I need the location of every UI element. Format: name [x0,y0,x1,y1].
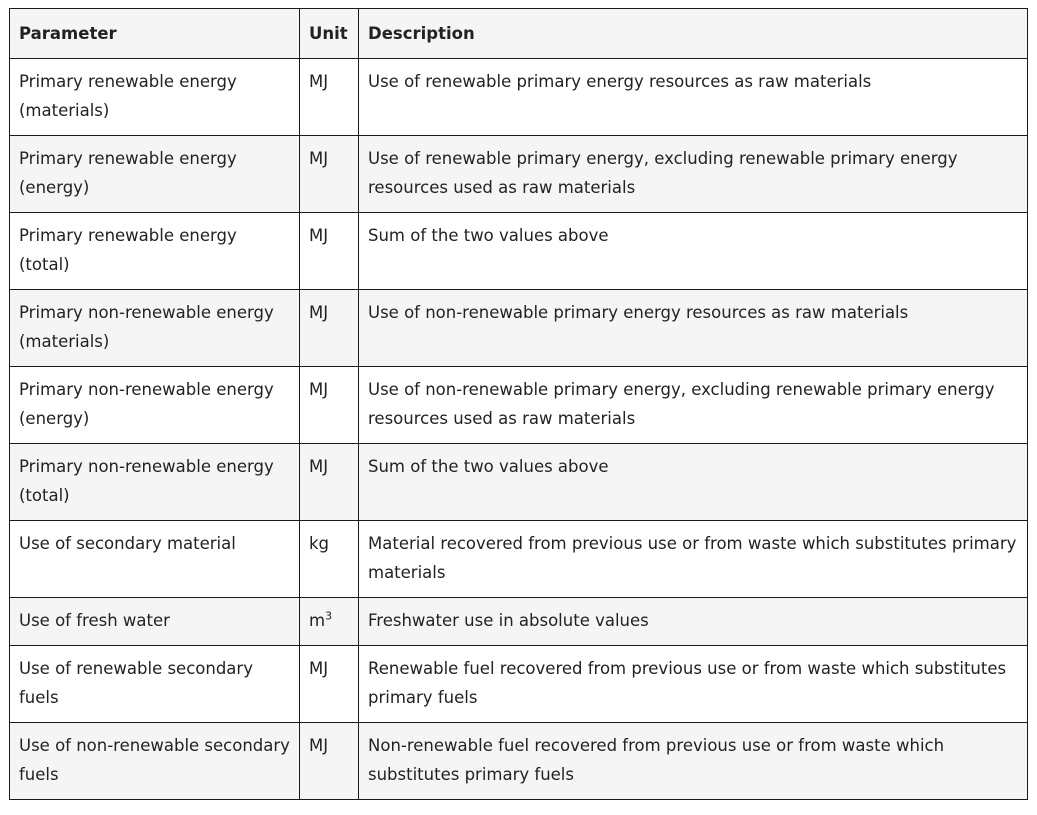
unit-cell: MJ [300,444,359,521]
parameter-cell: Use of fresh water [10,598,300,646]
description-cell: Use of non-renewable primary energy resources as raw materials [359,290,1028,367]
unit-cell: MJ [300,723,359,800]
table-row [10,646,1028,723]
table-header-row [10,9,1028,59]
table-row [10,290,1028,367]
description-cell: Use of renewable primary energy, excluding renewable primary energy resources used as raw materials [359,136,1028,213]
table-row [10,136,1028,213]
parameter-cell: Primary renewable energy (energy) [10,136,300,213]
table-row [10,723,1028,800]
unit-cell: MJ [300,367,359,444]
unit-exponent: 3 [325,609,333,623]
unit-cell: MJ [300,646,359,723]
unit-cell: MJ [300,213,359,290]
parameter-cell: Use of secondary material [10,521,300,598]
unit-cell: MJ [300,290,359,367]
table-row [10,59,1028,136]
parameter-cell: Primary renewable energy (total) [10,213,300,290]
parameter-cell: Use of non-renewable secondary fuels [10,723,300,800]
unit-cell [300,598,359,646]
unit-cell: MJ [300,59,359,136]
parameters-table [9,8,1028,800]
parameter-cell: Primary renewable energy (materials) [10,59,300,136]
parameter-cell: Primary non-renewable energy (materials) [10,290,300,367]
description-cell: Use of non-renewable primary energy, excluding renewable primary energy resources used as raw materials [359,367,1028,444]
description-cell: Renewable fuel recovered from previous use or from waste which substitutes primary fuels [359,646,1028,723]
table-row [10,213,1028,290]
parameter-cell: Primary non-renewable energy (energy) [10,367,300,444]
description-cell: Use of renewable primary energy resources as raw materials [359,59,1028,136]
table-row [10,521,1028,598]
header-parameter: Parameter [10,9,300,59]
description-cell: Freshwater use in absolute values [359,598,1028,646]
description-cell: Non-renewable fuel recovered from previous use or from waste which substitutes primary fuels [359,723,1028,800]
table-row [10,444,1028,521]
unit-base: m [309,611,326,630]
description-cell: Sum of the two values above [359,444,1028,521]
parameter-cell: Primary non-renewable energy (total) [10,444,300,521]
header-description: Description [359,9,1028,59]
unit-cell: kg [300,521,359,598]
header-unit: Unit [300,9,359,59]
table-row [10,598,1028,646]
unit-cell: MJ [300,136,359,213]
description-cell: Material recovered from previous use or from waste which substitutes primary materials [359,521,1028,598]
description-cell: Sum of the two values above [359,213,1028,290]
parameter-cell: Use of renewable secondary fuels [10,646,300,723]
table-row [10,367,1028,444]
